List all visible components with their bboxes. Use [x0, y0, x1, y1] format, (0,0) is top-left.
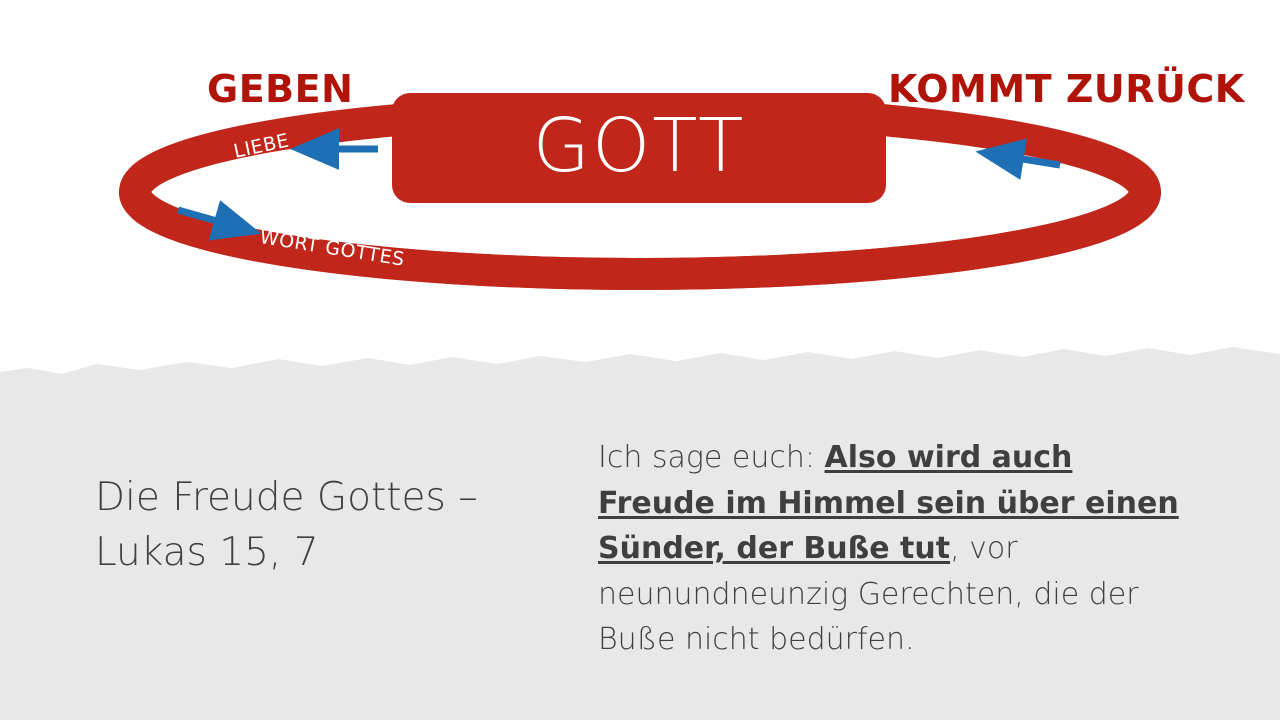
verse-text — [598, 435, 1198, 663]
heading-geben: GEBEN — [207, 67, 354, 111]
ring-label-wort-gottes: WORT GOTTES — [258, 226, 407, 271]
gott-label: GOTT — [532, 103, 746, 189]
slide-title: Die Freude Gottes – Lukas 15, 7 — [95, 475, 478, 576]
bottom-panel — [0, 340, 1280, 720]
gott-box — [392, 93, 886, 203]
cycle-diagram — [0, 0, 1280, 340]
ring-label-frucht: FRUCHT — [893, 138, 978, 176]
verse-intro: Ich sage euch: — [598, 440, 825, 475]
verse-emphasis: Also wird auch Freude im Himmel sein über einen Sünder, der Buße tut — [598, 440, 1179, 567]
ring-label-liebe: LIEBE — [231, 129, 292, 163]
verse-rest: , vor neunundneunzig Gerechten, die der Buße nicht bedürfen. — [598, 531, 1139, 658]
heading-kommt-zurueck: KOMMT ZURÜCK — [888, 67, 1245, 111]
